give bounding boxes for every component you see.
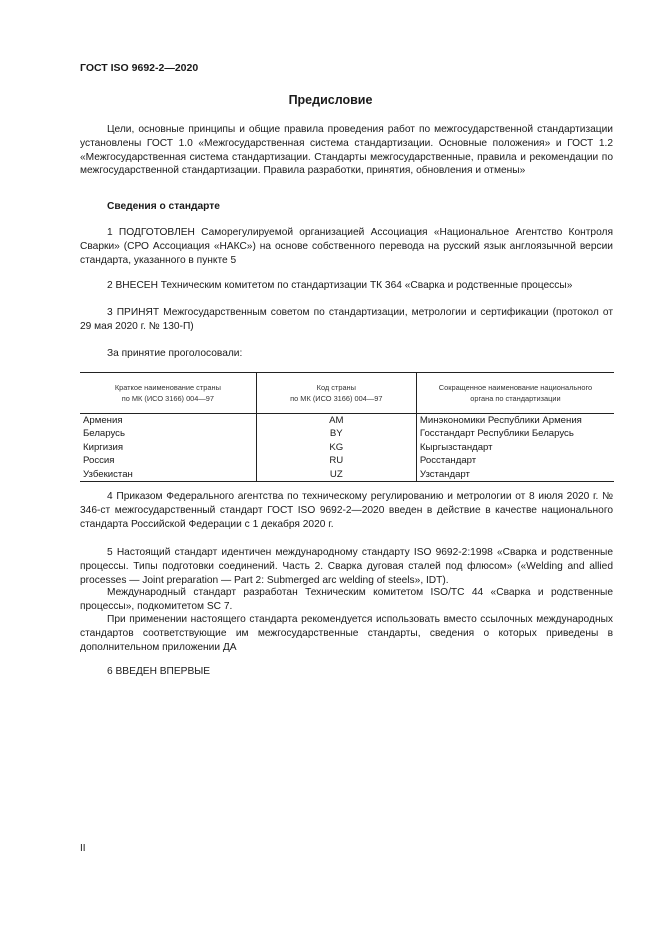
item-5: 5 Настоящий стандарт идентичен международному стандарту ISO 9692-2:1998 «Сварка и родственные процессы. Типы подготовки соединений. Часть 2. Сварка дуговая сталей под флюсом» («Welding and allied processes — Joint preparation — Part 2: Submerged arc welding of steels», IDT). xyxy=(80,547,613,586)
body-cell: Госстандарт Республики Беларусь xyxy=(416,427,614,440)
table-row xyxy=(80,468,614,482)
table-row xyxy=(80,414,614,428)
country-cell: Россия xyxy=(83,455,115,467)
item-3: 3 ПРИНЯТ Межгосударственным советом по стандартизации, метрологии и сертификации (протокол от 29 мая 2020 г. № 130-П) xyxy=(80,307,613,332)
country-cell: Беларусь xyxy=(83,428,125,440)
body-cell: Узстандарт xyxy=(416,468,614,482)
table-row xyxy=(80,441,614,454)
page-number: II xyxy=(80,843,86,854)
code-cell: KG xyxy=(256,441,416,454)
table-row xyxy=(80,454,614,467)
item-5-application: При применении настоящего стандарта рекомендуется использовать вместо ссылочных международных стандартов соответствующие им межгосударственные стандарты, сведения о которых приведены в дополнительном приложении ДА xyxy=(80,614,613,653)
table-row xyxy=(80,427,614,440)
code-cell: RU xyxy=(256,454,416,467)
voted-label: За принятие проголосовали: xyxy=(107,348,243,359)
code-cell: UZ xyxy=(256,468,416,482)
body-cell: Росстандарт xyxy=(416,454,614,467)
country-cell: Армения xyxy=(83,415,123,426)
country-cell: Киргизия xyxy=(83,441,124,453)
intro-paragraph: Цели, основные принципы и общие правила проведения работ по межгосударственной стандартизации установлены ГОСТ 1.0 «Межгосударственная система стандартизации. Основные положения» и ГОСТ 1.2 «Межгосударственная система стандартизации. Стандарты межгосударственные, правила и рекомендации по межгосударственной стандартизации. Правила разработки, принятия, обновления и отмены» xyxy=(80,124,613,177)
item-1: 1 ПОДГОТОВЛЕН Саморегулируемой организацией Ассоциация «Национальное Агентство Контроля Сварки» (СРО Ассоциация «НАКС») на основе собственного перевода на русский язык англоязычной версии стандарта, указанного в пункте 5 xyxy=(80,227,613,266)
code-cell: BY xyxy=(256,427,416,440)
item-5-developer: Международный стандарт разработан Техническим комитетом ISO/TC 44 «Сварка и родственные процессы», подкомитетом SC 7. xyxy=(80,587,613,612)
item-2: 2 ВНЕСЕН Техническим комитетом по стандартизации ТК 364 «Сварка и родственные процессы» xyxy=(107,280,573,291)
voting-table xyxy=(80,372,614,482)
code-cell: AM xyxy=(256,414,416,428)
header-body: Сокращенное наименование национального органа по стандартизации xyxy=(416,373,614,414)
document-header: ГОСТ ISO 9692-2—2020 xyxy=(80,62,199,74)
item-6: 6 ВВЕДЕН ВПЕРВЫЕ xyxy=(107,666,211,677)
body-cell: Минэкономики Республики Армения xyxy=(416,414,614,428)
item-4: 4 Приказом Федерального агентства по техническому регулированию и метрологии от 8 июля 2020 г. № 346-ст межгосударственный стандарт ГОСТ ISO 9692-2—2020 введен в действие в качестве национального стандарта Российской Федерации с 1 декабря 2020 г. xyxy=(80,491,613,530)
country-cell: Узбекистан xyxy=(80,468,256,482)
table-header-row xyxy=(80,373,614,414)
section-title: Сведения о стандарте xyxy=(107,201,220,212)
body-cell: Кыргызстандарт xyxy=(416,441,614,454)
page-title: Предисловие xyxy=(288,93,373,107)
header-code: Код страны по МК (ИСО 3166) 004—97 xyxy=(256,373,416,414)
header-country: Краткое наименование страны по МК (ИСО 3166) 004—97 xyxy=(80,373,256,414)
